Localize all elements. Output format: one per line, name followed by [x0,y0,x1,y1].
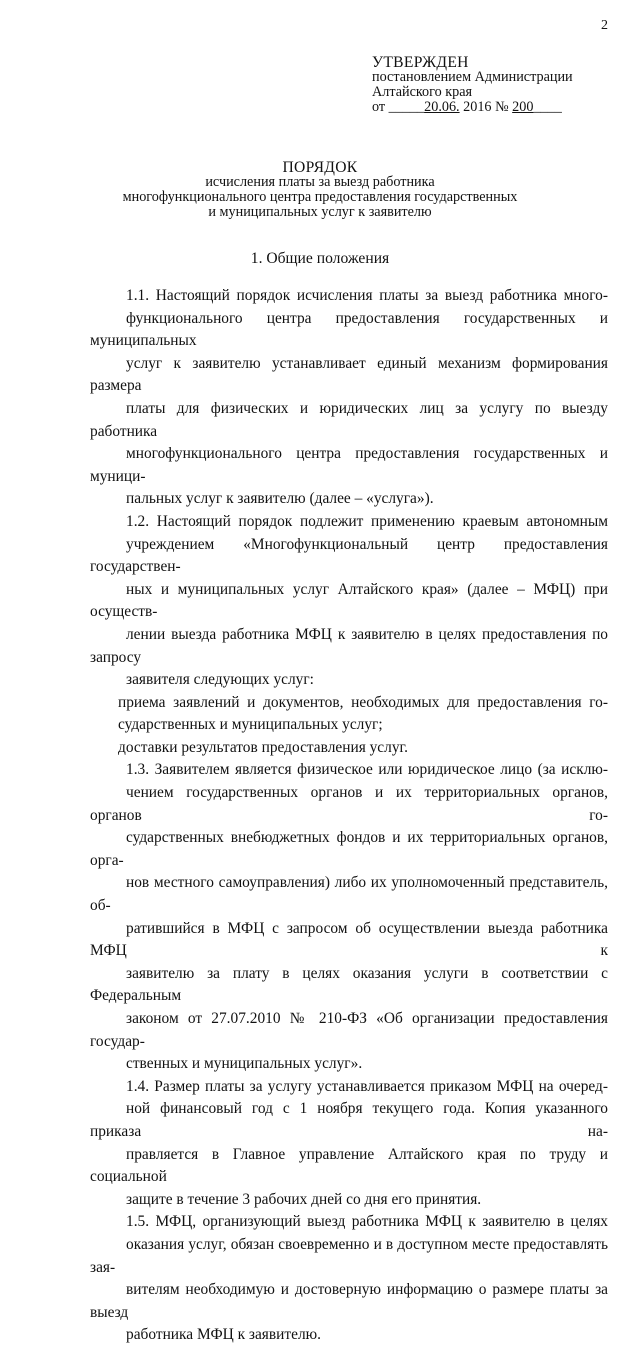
paragraph-line: доставки результатов предоставления услуг. [118,738,408,756]
title-main: ПОРЯДОК [282,159,358,176]
paragraph-line: 1.4. Размер платы за услугу устанавливается приказом МФЦ на очеред- [126,1077,608,1095]
paragraph-line: 1.2. Настоящий порядок подлежит применению краевым автономным [126,512,608,530]
paragraph-line: учреждением «Многофункциональный центр предоставления государствен- [90,535,608,576]
date-year: 2016 № [463,99,509,115]
paragraph-line: многофункционального центра предоставления государственных и муници- [90,445,608,485]
paragraph [90,759,608,1075]
paragraph-line: 1.1. Настоящий порядок исчисления платы за выезд работника много- [126,287,608,304]
paragraph-line: чением государственных органов и их территориальных органов, органов го- [90,784,608,824]
paragraph-line: работника МФЦ к заявителю. [126,1326,321,1344]
paragraph-line: приема заявлений и документов, необходимых для предоставления го- [118,693,608,711]
paragraph-line: ратившийся в МФЦ с запросом об осуществлении выезда работника МФЦ к [90,919,608,960]
approval-word: УТВЕРЖДЕН [372,54,469,71]
paragraph-line: вителям необходимую и достоверную информацию о размере платы за выезд [90,1281,608,1321]
paragraph-line: сударственных и муниципальных услуг; [118,716,383,734]
title-line-3: и муниципальных услуг к заявителю [208,204,432,220]
paragraph-line: заявителя следующих услуг: [126,671,314,689]
paragraph-line: функционального центра предоставления государственных и муниципальных [90,309,608,350]
paragraph-line: ных и муниципальных услуг Алтайского края» (далее – МФЦ) при осуществ- [90,580,608,621]
paragraph-line: защите в течение 3 рабочих дней со дня его принятия. [126,1190,482,1208]
approval-line-2: Алтайского края [372,84,473,100]
paragraph-line: 1.5. МФЦ, организующий выезд работника МФЦ к заявителю в целях [126,1213,608,1231]
paragraph-line: ственных и муниципальных услуг». [126,1055,363,1073]
paragraph-line: пальных услуг к заявителю (далее – «услуга»). [126,490,434,508]
date-prefix: от [372,99,386,115]
title-line-2: многофункционального центра предоставления государственных [122,189,518,205]
title-line-1: исчисления платы за выезд работника [205,174,435,190]
section-heading: 1. Общие положения [250,250,390,267]
paragraph-line: нов местного самоуправления) либо их уполномоченный представитель, об- [90,874,608,915]
document-title [0,160,640,220]
paragraph-line: сударственных внебюджетных фондов и их территориальных органов, орга- [90,829,608,869]
paragraph-line: услуг к заявителю устанавливает единый механизм формирования размера [90,354,608,395]
paragraph-line: правляется в Главное управление Алтайского края по труду и социальной [90,1145,608,1186]
paragraph [90,737,608,760]
date-pre-blank: _____ [388,99,425,115]
paragraph-line: законом от 27.07.2010 № 210-ФЗ «Об организации предоставления государ- [90,1010,608,1050]
number-value: 200 [512,99,534,115]
paragraph-line: ной финансовый год с 1 ноября текущего года. Копия указанного приказа на- [90,1100,608,1140]
paragraph [90,285,608,511]
paragraph-line: 1.3. Заявителем является физическое или юридическое лицо (за исклю- [126,761,608,779]
paragraph-line: лении выезда работника МФЦ к заявителю в целях предоставления по запросу [90,625,608,666]
approval-block [372,55,612,115]
paragraph-line: платы для физических и юридических лиц за услугу по выезду работника [90,399,608,440]
date-value: 20.06. [424,99,460,115]
paragraph-line: оказания услуг, обязан своевременно и в доступном месте предоставлять зая- [90,1235,608,1276]
number-post-blank: ____ [533,99,562,115]
body-text [90,285,608,1347]
page-number: 2 [601,18,608,33]
paragraph [90,692,608,737]
paragraph [90,511,608,692]
paragraph-line: заявителю за плату в целях оказания услуги в соответствии с Федеральным [90,964,608,1005]
paragraph [90,1076,608,1212]
approval-date-line [372,100,612,115]
approval-line-1: постановлением Администрации [372,69,573,85]
paragraph [90,1211,608,1347]
